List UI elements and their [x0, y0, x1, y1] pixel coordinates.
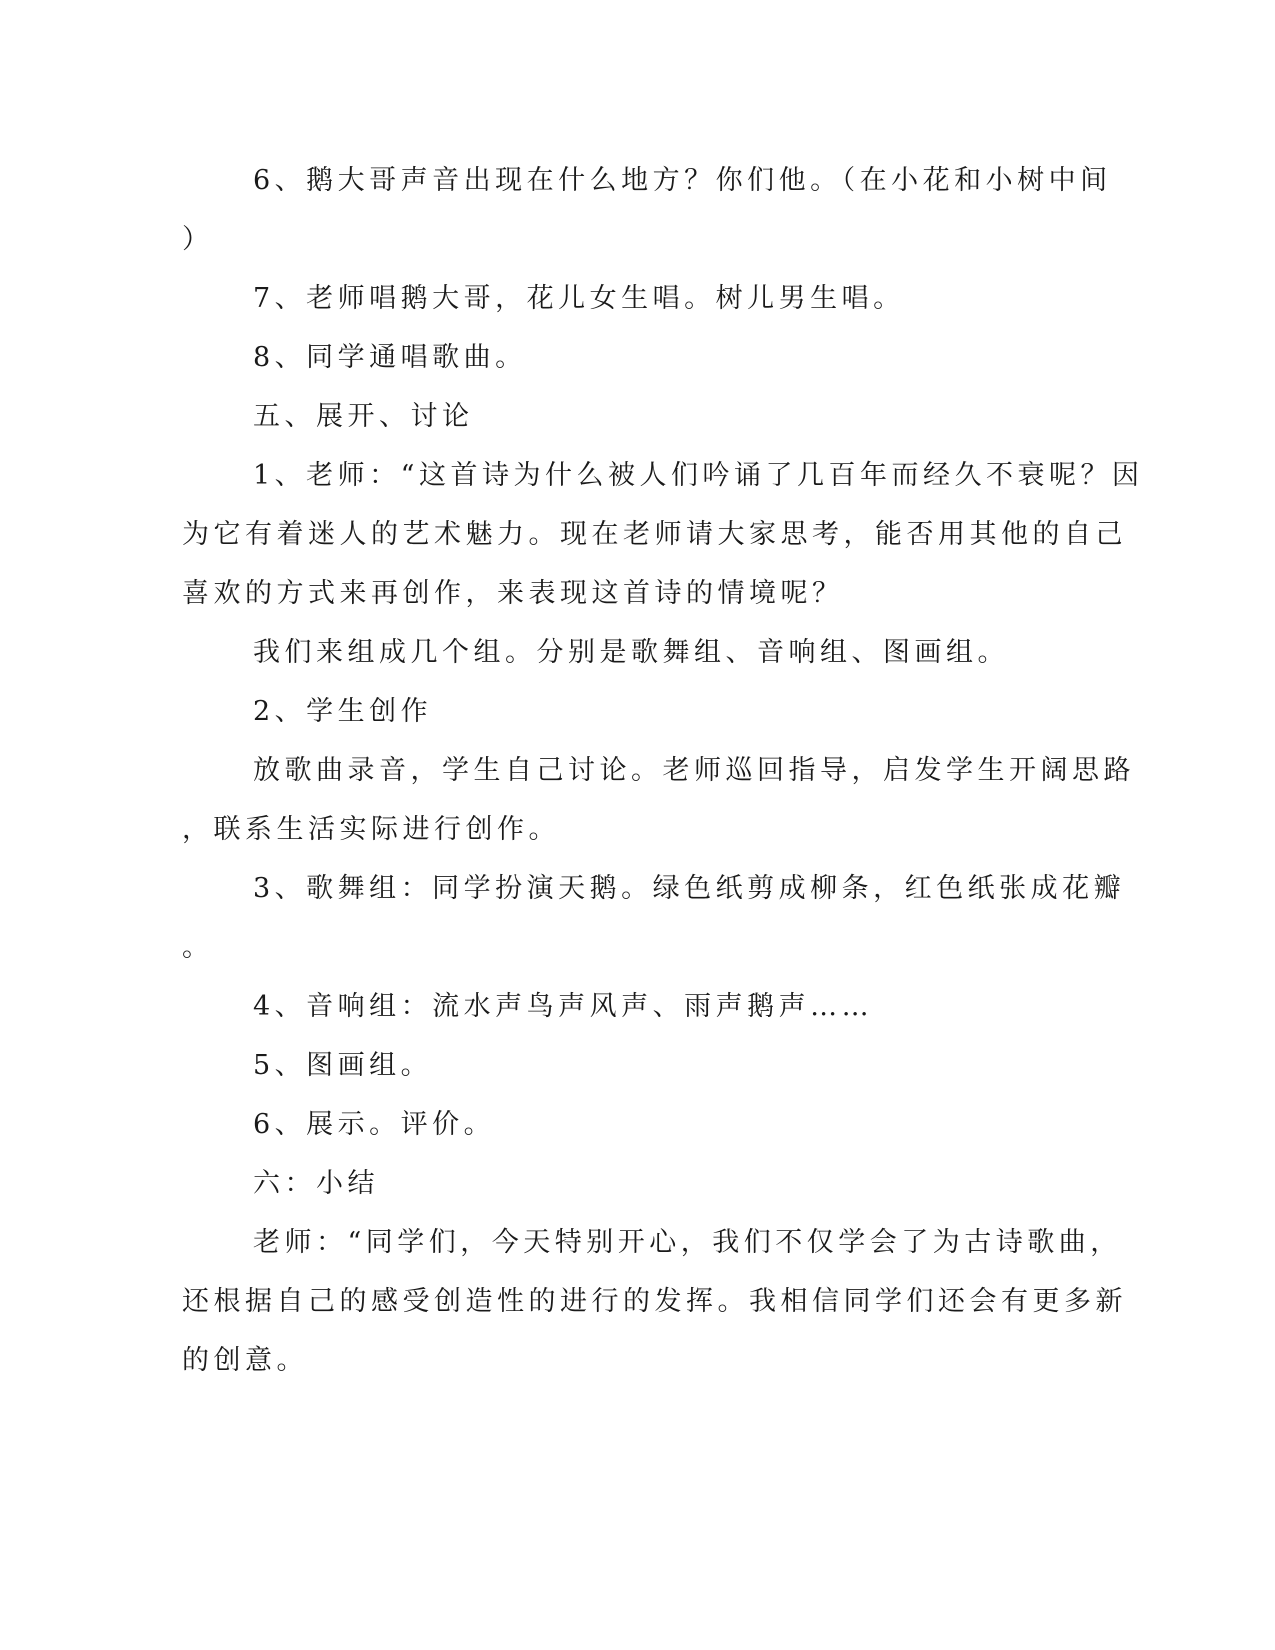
text-line-10: 2、学生创作: [253, 696, 433, 727]
text-line-16: 5、图画组。: [253, 1050, 433, 1081]
text-line-3: 7、老师唱鹅大哥，花儿女生唱。树儿男生唱。: [253, 283, 905, 314]
text-line-17: 6、展示。评价。: [253, 1109, 496, 1140]
text-line-4: 8、同学通唱歌曲。: [253, 342, 527, 373]
text-line-13: 3、歌舞组：同学扮演天鹅。绿色纸剪成柳条，红色纸张成花瓣: [253, 873, 1126, 904]
text-line-20: 还根据自己的感受创造性的进行的发挥。我相信同学们还会有更多新: [182, 1286, 1127, 1317]
text-line-2: ）: [182, 224, 214, 255]
text-line-15: 4、音响组：流水声鸟声风声、雨声鹅声……: [253, 991, 874, 1022]
section-heading-18: 六：小结: [253, 1168, 379, 1199]
text-line-7: 为它有着迷人的艺术魅力。现在老师请大家思考，能否用其他的自己: [182, 519, 1127, 550]
text-line-6: 1、老师：“这首诗为什么被人们吟诵了几百年而经久不衰呢？因: [253, 460, 1144, 491]
text-line-19: 老师：“同学们，今天特别开心，我们不仅学会了为古诗歌曲，: [253, 1227, 1122, 1258]
text-line-14: 。: [182, 932, 214, 963]
text-line-11: 放歌曲录音，学生自己讨论。老师巡回指导，启发学生开阔思路: [253, 755, 1135, 786]
section-heading-5: 五、展开、讨论: [253, 401, 474, 432]
text-line-12: ，联系生活实际进行创作。: [182, 814, 560, 845]
text-line-9: 我们来组成几个组。分别是歌舞组、音响组、图画组。: [253, 637, 1009, 668]
text-line-1: 6、鹅大哥声音出现在什么地方？你们他。（在小花和小树中间: [253, 165, 1112, 196]
text-line-8: 喜欢的方式来再创作，来表现这首诗的情境呢？: [182, 578, 844, 609]
text-line-21: 的创意。: [182, 1345, 308, 1376]
